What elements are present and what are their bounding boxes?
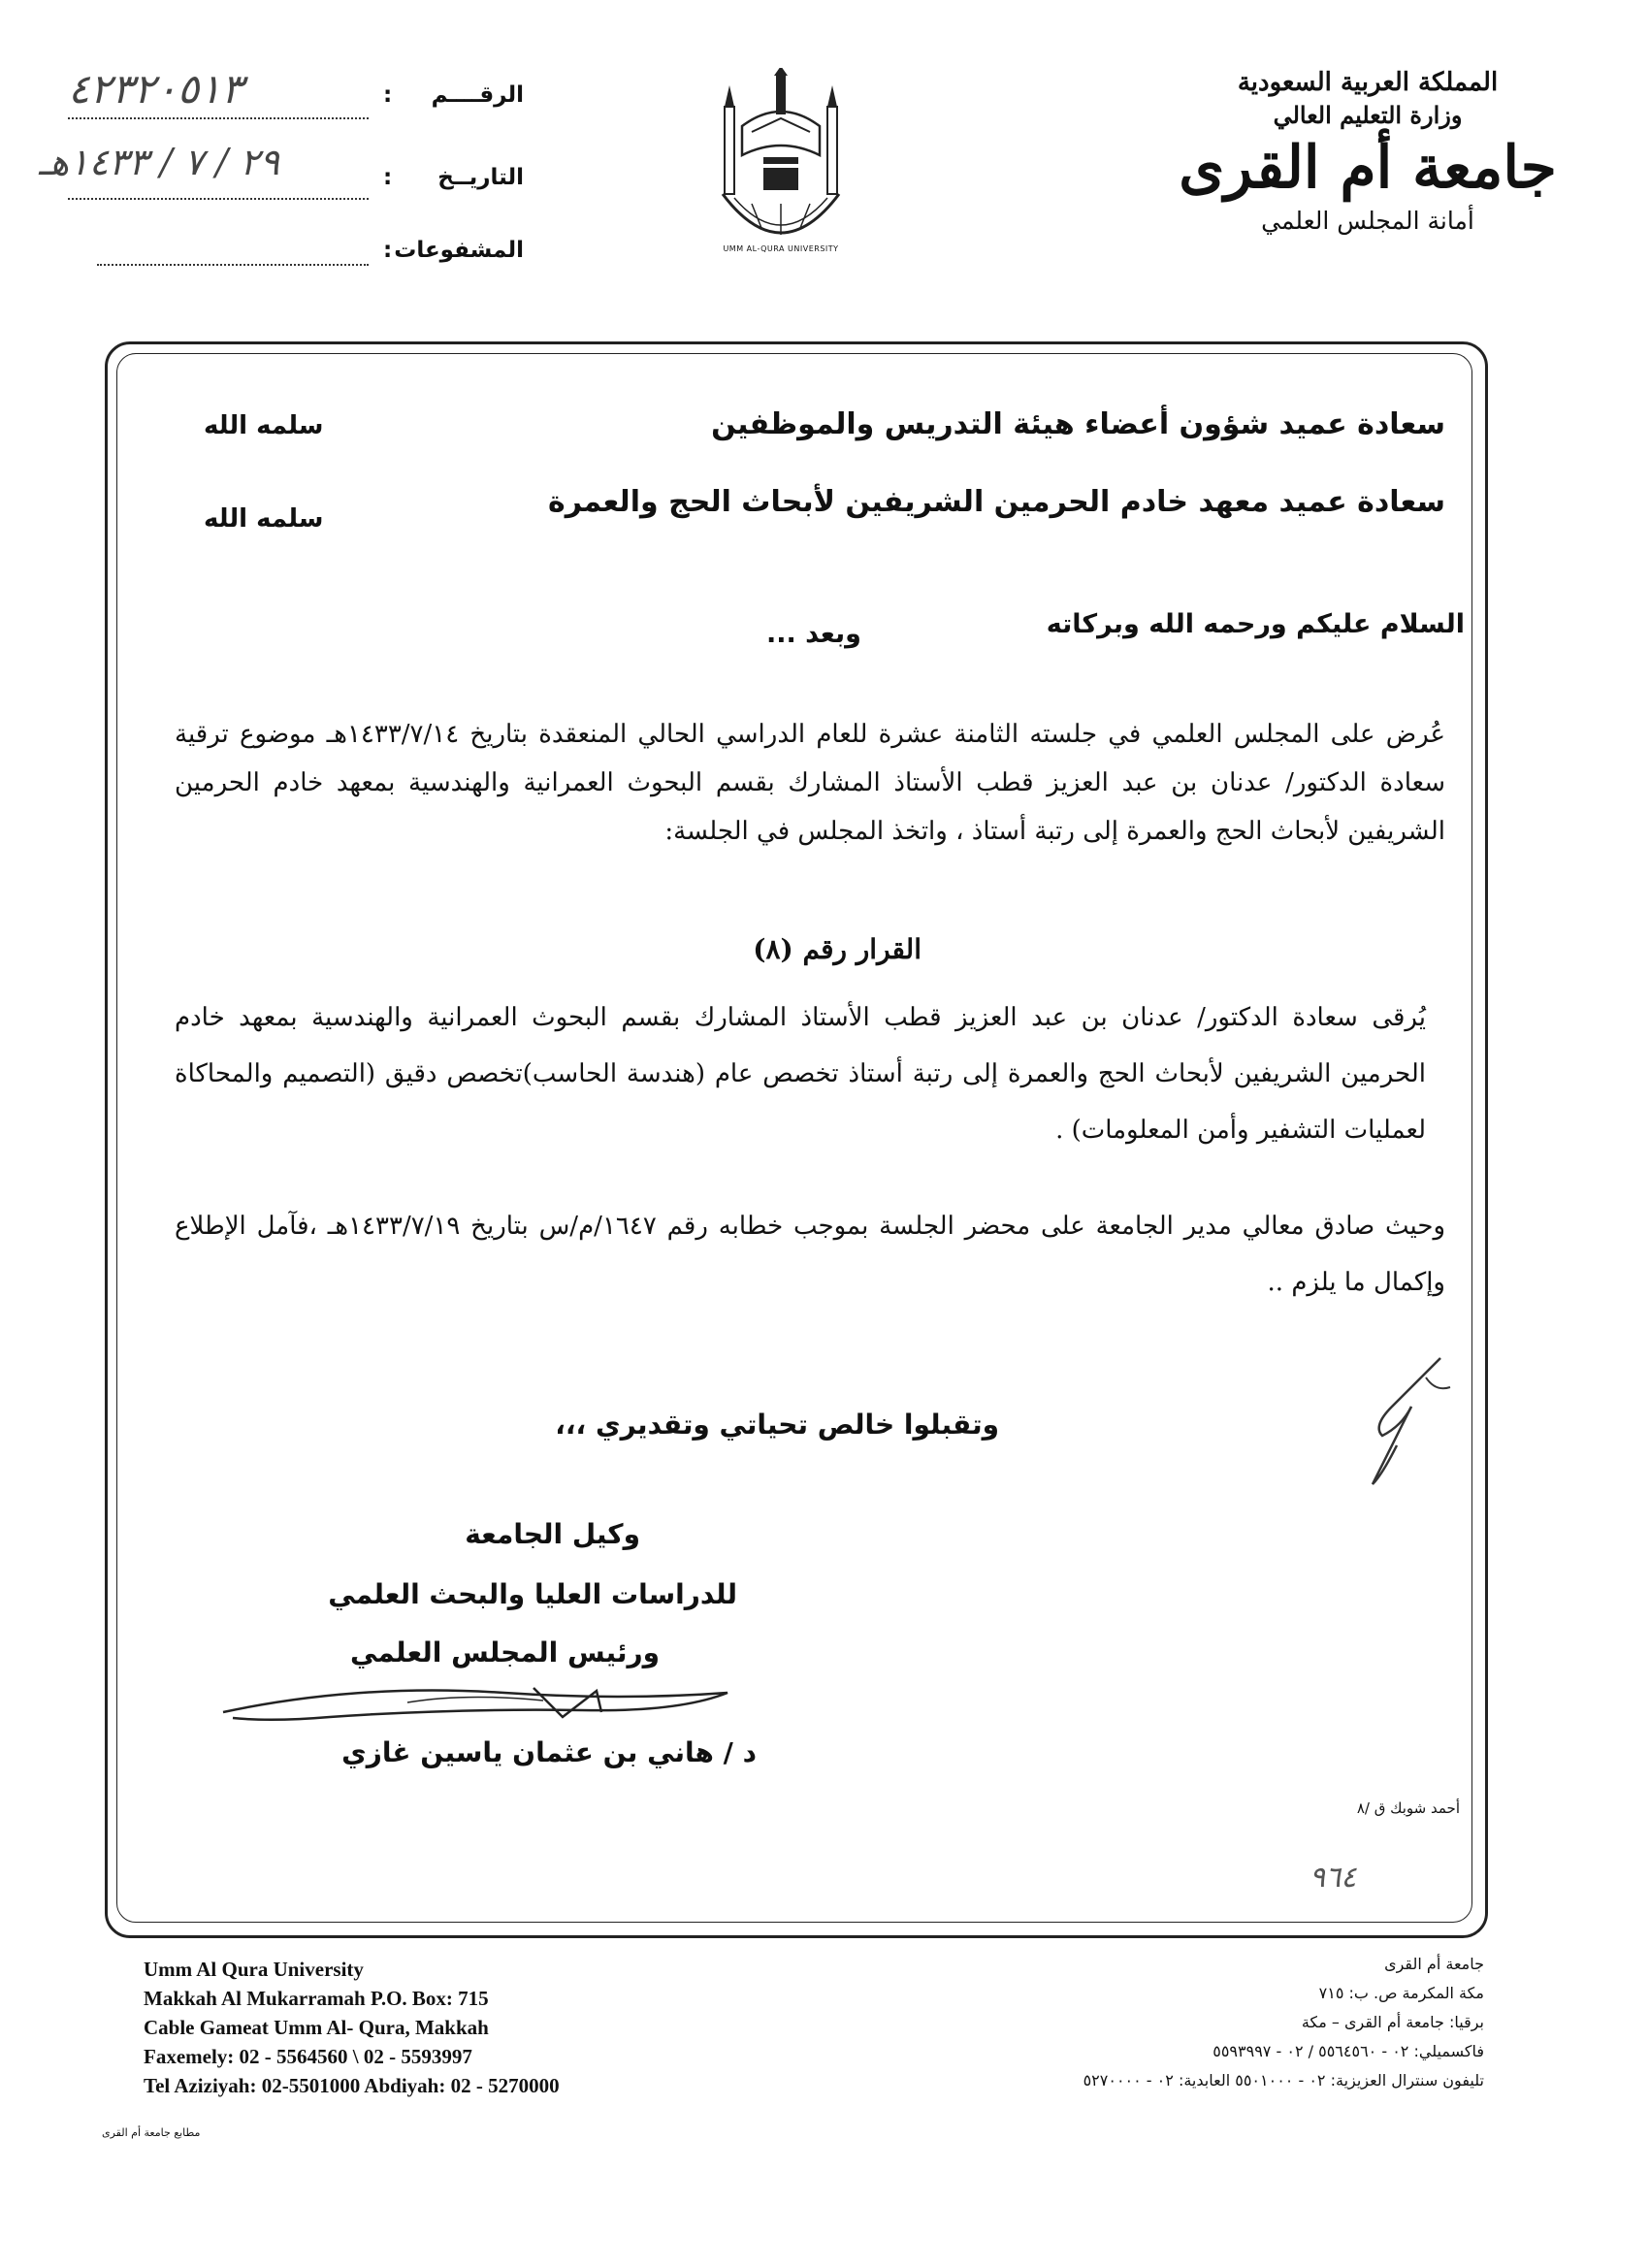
attachments-dots [97, 263, 369, 266]
kaaba-minaret-emblem-icon [713, 68, 849, 262]
typist-note: أحمد شوبك ق /٨ [1356, 1799, 1460, 1817]
addressee-1 [175, 407, 1445, 456]
signature-title-1: وكيل الجامعة [465, 1518, 640, 1550]
handwritten-check-icon [1353, 1348, 1460, 1494]
signature-title-2: للدراسات العليا والبحث العلمي [328, 1578, 737, 1610]
attachments-label: المشفوعات [394, 238, 524, 263]
footer-ar-line-5: تليفون سنترال العزيزية: ٠٢ - ٥٥٠١٠٠٠ العابدية: ٠٢ - ٥٢٧٠٠٠٠ [1083, 2071, 1484, 2090]
printer-note: مطابع جامعة أم القرى [102, 2126, 201, 2139]
footer-english [144, 1955, 726, 2100]
footer-ar-line-4: فاكسميلي: ٠٢ - ٥٥٦٤٥٦٠ / ٠٢ - ٥٥٩٣٩٩٧ [1212, 2042, 1484, 2060]
footer-ar-line-1: جامعة أم القرى [1384, 1955, 1484, 1973]
signatory-name: د / هاني بن عثمان ياسين غازي [341, 1736, 757, 1768]
footer-ar-line-2: مكة المكرمة ص. ب: ٧١٥ [1318, 1984, 1484, 2002]
reference-fields [39, 65, 524, 267]
institution-university: جامعة أم القرى [1179, 134, 1557, 202]
closing: وتقبلوا خالص تحياتي وتقديري ،،، [555, 1409, 999, 1441]
institution-block [1174, 68, 1562, 235]
date-dots [68, 197, 369, 200]
footer-arabic [902, 1950, 1484, 2095]
paragraph-presentation: عُرض على المجلس العلمي في جلسته الثامنة عشرة للعام الدراسي الحالي المنعقدة بتاريخ ١٤٣٣/٧/١٤هـ موضوع ترقية سعادة الدكتور/ عدنان بن عبد العزيز قطب الأستاذ المشارك بقسم البحوث العمرانية والهندسية بمعهد خادم الحرمين الشريفين لأبحاث الحج والعمرة إلى رتبة أستاذ ، واتخذ المجلس في الجلسة: [175, 720, 1445, 846]
colon: : [383, 82, 393, 108]
signature-block [291, 1518, 757, 1790]
university-logo [713, 68, 849, 262]
addressee-name: سعادة عميد معهد خادم الحرمين الشريفين لأبحاث الحج والعمرة [548, 485, 1445, 519]
paragraph-approval: وحيث صادق معالي مدير الجامعة على محضر الجلسة بموجب خطابه رقم ١٦٤٧/م/س بتاريخ ١٤٣٣/٧/١٩هـ ،فآمل الإطلاع وإكمال ما يلزم .. [175, 1212, 1446, 1297]
addressee-2 [175, 485, 1445, 534]
footer-en-line-4: Faxemely: 02 - 5564560 \ 02 - 5593997 [144, 2045, 472, 2068]
greeting-after: وبعد ... [766, 619, 861, 649]
greeting: السلام عليكم ورحمه الله وبركاته [1046, 609, 1465, 639]
ref-number-label: الرقــــم [431, 82, 524, 108]
ref-number-dots [68, 116, 369, 119]
logo-caption: UMM AL-QURA UNIVERSITY [723, 244, 839, 253]
addressee-name: سعادة عميد شؤون أعضاء هيئة التدريس والموظفين [711, 407, 1445, 441]
footer-en-line-2: Makkah Al Mukarramah P.O. Box: 715 [144, 1987, 489, 2010]
signature-title-3: ورئيس المجلس العلمي [349, 1636, 660, 1669]
handwritten-signature-icon [213, 1673, 757, 1741]
footer-en-line-5: Tel Aziziyah: 02-5501000 Abdiyah: 02 - 5270000 [144, 2074, 560, 2097]
decision-title: القرار رقم (٨) [753, 933, 922, 965]
institution-country: المملكة العربية السعودية [1237, 68, 1499, 97]
footer-en-line-1: Umm Al Qura University [144, 1958, 364, 1981]
footer-en-line-3: Cable Gameat Umm Al- Qura, Makkah [144, 2016, 489, 2039]
addressee-blessing: سلمه الله [204, 411, 324, 440]
colon: : [383, 165, 393, 190]
footer-ar-line-3: برقيا: جامعة أم القرى – مكة [1301, 2013, 1484, 2031]
date-label: التاريــخ [437, 165, 524, 190]
colon: : [383, 238, 393, 263]
date-value: ٢٩ / ٧ / ١٤٣٣هـ [39, 141, 279, 183]
institution-ministry: وزارة التعليم العالي [1273, 101, 1463, 129]
decision-text: يُرقى سعادة الدكتور/ عدنان بن عبد العزيز قطب الأستاذ المشارك بقسم البحوث العمرانية والهندسية بمعهد خادم الحرمين الشريفين لأبحاث الحج والعمرة إلى رتبة أستاذ تخصص عام (هندسة الحاسب)تخصص دقيق (التصميم والمحاكاة لعمليات التشفير وأمن المعلومات) . [175, 1003, 1426, 1145]
institution-department: أمانة المجلس العلمي [1261, 207, 1474, 235]
addressee-blessing: سلمه الله [204, 504, 324, 534]
margin-handwritten-number: ٩٦٤ [1310, 1861, 1357, 1895]
ref-number-value: ٤٢٣٢٠٥١٣ [68, 65, 243, 113]
